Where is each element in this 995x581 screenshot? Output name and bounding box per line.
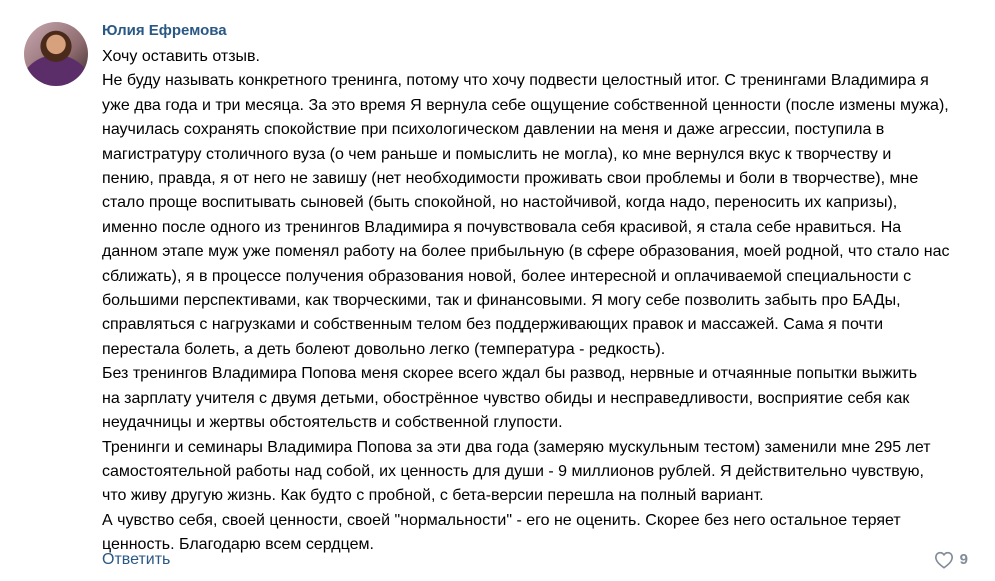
comment-text-line: Хочу оставить отзыв. [102, 48, 260, 65]
comment-footer [102, 548, 968, 572]
like-count: 9 [959, 551, 968, 568]
comment-text-line: Не буду называть конкретного тренинга, потому что хочу подвести целостный итог. С тренингами Владимира я [102, 72, 929, 90]
like-button[interactable] [934, 548, 968, 572]
comment-text-line: А чувство себя, своей ценности, своей "нормальности" - его не оценить. Скорее без него остальное теряет [102, 511, 901, 529]
comment-text-line: научилась сохранять спокойствие при психологическом давлении на меня и даже агрессии, поступила в [102, 121, 885, 139]
comment-text-line: пению, правда, я от него не завишу (нет необходимости проживать свои проблемы и боли в творчестве), мне [102, 170, 919, 188]
comment-text-line: Без тренингов Владимира Попова меня скорее всего ждал бы развод, нервные и отчаянные попытки выжить [102, 365, 918, 383]
reply-button[interactable]: Ответить [102, 551, 171, 568]
comment-text-line: справляться с нагрузками и собственным телом без поддерживающих правок и массажей. Сама я почти [102, 316, 884, 334]
comment-text-line: магистратуру столичного вуза (о чем раньше и помыслить не могла), ко мне вернулся вкус к творчеству и [102, 145, 892, 163]
comment-text-line: перестала болеть, а деть болеют довольно легко (температура - редкость). [102, 340, 666, 358]
comment-text-line: большими перспективами, как творческими, так и финансовыми. Я могу себе позволить забыть про БАДы, [102, 292, 901, 310]
comment-text-line: что живу другую жизнь. Как будто с пробной, с бета-версии перешла на полный вариант. [102, 487, 764, 505]
comment-text-line: сближать), я в процессе получения образования новой, более интересной и оплачиваемой специальности с [102, 267, 912, 285]
comment-text-line: ценность. Благодарю всем сердцем. [102, 536, 374, 554]
comment-text [102, 45, 982, 558]
comment-text-line: данном этапе муж уже поменял работу на более прибыльную (в сфере образования, моей родной, что стало нас [102, 243, 950, 261]
avatar[interactable] [24, 22, 88, 86]
comment-text-line: именно после одного из тренингов Владимира я почувствовала себя красивой, я стала себе нравиться. На [102, 218, 902, 236]
comment-text-line: стало проще воспитывать сыновей (быть спокойной, но настойчивой, когда надо, переносить их капризы), [102, 194, 898, 212]
heart-outline-icon [934, 551, 954, 569]
comment-text-line: Тренинги и семинары Владимира Попова за эти два года (замеряю мускульным тестом) заменили мне 295 лет [102, 438, 931, 456]
comment-text-line: уже два года и три месяца. За это время Я вернула себе ощущение собственной ценности (после измены мужа), [102, 96, 949, 114]
comment-author[interactable]: Юлия Ефремова [102, 22, 227, 39]
comment-text-line: неудачницы и жертвы обстоятельств и собственной глупости. [102, 414, 563, 432]
comment-text-line: самостоятельной работы над собой, их ценность для души - 9 миллионов рублей. Я действительно чувствую, [102, 462, 924, 480]
comment-text-line: на зарплату учителя с двумя детьми, обострённое чувство обиды и несправедливости, восприятие себя как [102, 389, 910, 407]
